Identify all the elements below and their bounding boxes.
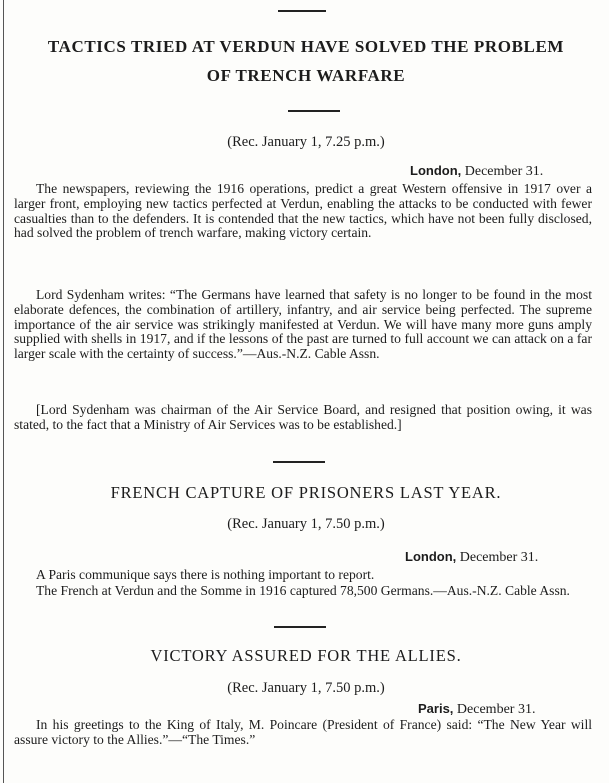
article-1-rule [288, 110, 340, 112]
article-3-dateline-place: Paris, [418, 701, 454, 716]
top-rule [278, 10, 326, 12]
article-1-paragraph-2: Lord Sydenham writes: “The Germans have learned that safety is no longer to be found in the most elaborate defences, the combination of artillery, infantry, and air service being perfected. The supreme importance of the air service was strikingly manifested at Verdun. We will have many more guns amply supplied with shells in 1917, and if the lessons of the past are turned to full account we can attack on a far larger scale with the certainty of success.”—Aus.-N.Z. Cable Assn. [14, 287, 592, 362]
article-1-dateline-date: December 31. [464, 164, 544, 179]
article-2-paragraph-2: The French at Verdun and the Somme in 1916 captured 78,500 Germans.—Aus.-N.Z. Cable Assn. [36, 583, 570, 598]
article-1-dateline [410, 163, 543, 180]
article-3-dateline-date: December 31. [456, 702, 536, 717]
article-2-rule-top [273, 461, 325, 463]
article-3-received-time: (Rec. January 1, 7.50 p.m.) [227, 680, 385, 696]
article-2-headline: FRENCH CAPTURE OF PRISONERS LAST YEAR. [110, 483, 502, 502]
article-1-paragraph-3: [Lord Sydenham was chairman of the Air Service Board, and resigned that position owing, it was stated, to the fact that a Ministry of Air Services was to be established.] [14, 402, 592, 432]
article-2-dateline-date: December 31. [459, 550, 539, 565]
column-border [3, 0, 4, 783]
article-2-received-time: (Rec. January 1, 7.50 p.m.) [227, 516, 385, 532]
article-2-paragraph-1: A Paris communique says there is nothing important to report. [36, 567, 375, 582]
article-1-paragraph-1: The newspapers, reviewing the 1916 operations, predict a great Western offensive in 1917 over a larger front, employing new tactics perfected at Verdun, enabling the attacks to be conducted with fewer casualties than to the defenders. It is contended that the new tactics, which have not been fully disclosed, had solved the problem of trench warfare, making victory certain. [14, 181, 592, 241]
article-3-paragraph-1: In his greetings to the King of Italy, M. Poincare (President of France) said: “The New Year will assure victory to the Allies.”—“The Times.” [14, 717, 592, 747]
article-1-headline-line-1: TACTICS TRIED AT VERDUN HAVE SOLVED THE PROBLEM [47, 37, 565, 56]
article-1-headline-line-2: OF TRENCH WARFARE [206, 66, 406, 85]
article-3-dateline [418, 701, 535, 718]
article-3-rule-top [274, 626, 326, 628]
article-2-dateline-place: London, [405, 549, 457, 564]
article-3-headline: VICTORY ASSURED FOR THE ALLIES. [150, 646, 462, 665]
article-1-dateline-place: London, [410, 163, 462, 178]
article-2-dateline [405, 549, 538, 566]
article-1-received-time: (Rec. January 1, 7.25 p.m.) [227, 134, 385, 150]
